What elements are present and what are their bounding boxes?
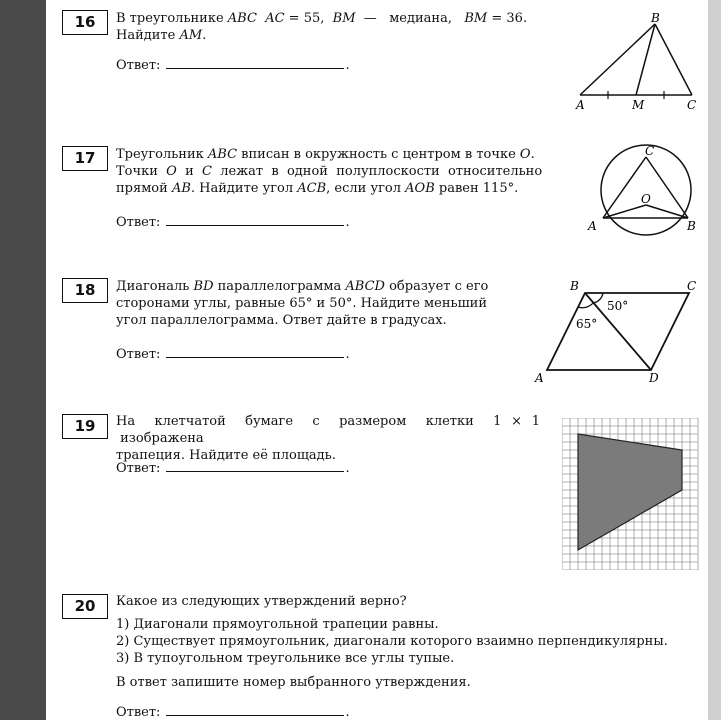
task-19-line-1: На клетчатой бумаге с размером клетки 1 × 1 изображена bbox=[116, 414, 540, 446]
task-17-text bbox=[116, 146, 554, 197]
task-20-number: 20 bbox=[62, 594, 108, 619]
answer-line[interactable] bbox=[166, 58, 344, 69]
task-17-figure bbox=[583, 143, 708, 238]
task-18-line-2: сторонами углы, равные 65° и 50°. Найдите меньший bbox=[116, 296, 488, 311]
task-18-line-1: Диагональ BD параллелограмма ABCD образует с его bbox=[116, 279, 489, 294]
task-16-line-2: Найдите AM. bbox=[116, 28, 207, 43]
task-18-answer[interactable]: Ответ: . bbox=[116, 347, 350, 362]
label-B: B bbox=[687, 219, 696, 233]
task-16-text bbox=[116, 10, 564, 44]
task-16-line-1: В треугольнике ABC AC = 55, BM — медиана, BM = 36. bbox=[116, 11, 528, 26]
task-17-number: 17 bbox=[62, 146, 108, 171]
trapezoid bbox=[578, 434, 682, 550]
task-20-option-2: 2) Существует прямоугольник, диагонали которого взаимно перпендикулярны. bbox=[116, 634, 668, 649]
task-16-answer[interactable]: Ответ: . bbox=[116, 58, 350, 73]
page-edge bbox=[708, 0, 721, 720]
task-18-figure bbox=[532, 278, 702, 388]
label-A: A bbox=[588, 219, 597, 233]
label-D: D bbox=[649, 371, 659, 385]
task-19-line-2: трапеция. Найдите её площадь. bbox=[116, 448, 336, 463]
angle-50: 50° bbox=[607, 299, 629, 313]
label-C: C bbox=[645, 144, 655, 158]
task-18-text bbox=[116, 278, 510, 329]
task-18-number: 18 bbox=[62, 278, 108, 303]
task-19-text bbox=[116, 413, 540, 464]
label-B: B bbox=[570, 279, 579, 293]
answer-line[interactable] bbox=[166, 705, 344, 716]
angle-65: 65° bbox=[576, 317, 598, 331]
task-17-answer[interactable]: Ответ: . bbox=[116, 215, 350, 230]
task-20-option-1: 1) Диагонали прямоугольной трапеции равны. bbox=[116, 617, 439, 632]
task-20-option-3: 3) В тупоугольном треугольнике все углы тупые. bbox=[116, 651, 455, 666]
label-B: B bbox=[651, 11, 660, 25]
task-17-line-2: Точки O и C лежат в одной полуплоскости относительно bbox=[116, 164, 543, 179]
answer-line[interactable] bbox=[166, 347, 344, 358]
label-A: A bbox=[535, 371, 544, 385]
label-C: C bbox=[687, 98, 697, 112]
task-19-answer[interactable]: Ответ: . bbox=[116, 461, 350, 476]
label-M: M bbox=[632, 98, 645, 112]
task-20-question: Какое из следующих утверждений верно? bbox=[116, 594, 407, 609]
task-19-number: 19 bbox=[62, 414, 108, 439]
task-18-line-3: угол параллелограмма. Ответ дайте в градусах. bbox=[116, 313, 447, 328]
label-O: O bbox=[641, 192, 651, 206]
task-19-figure bbox=[562, 418, 702, 570]
task-20-instruction: В ответ запишите номер выбранного утверждения. bbox=[116, 675, 471, 690]
answer-line[interactable] bbox=[166, 215, 344, 226]
label-C: C bbox=[687, 279, 697, 293]
task-17-line-1: Треугольник ABC вписан в окружность с центром в точке O. bbox=[116, 147, 535, 162]
task-17-line-3: прямой AB. Найдите угол ACB, если угол AOB равен 115°. bbox=[116, 181, 519, 196]
task-16-figure bbox=[568, 10, 708, 120]
label-A: A bbox=[576, 98, 585, 112]
task-20-answer[interactable]: Ответ: . bbox=[116, 705, 350, 720]
answer-line[interactable] bbox=[166, 461, 344, 472]
task-16-number: 16 bbox=[62, 10, 108, 35]
